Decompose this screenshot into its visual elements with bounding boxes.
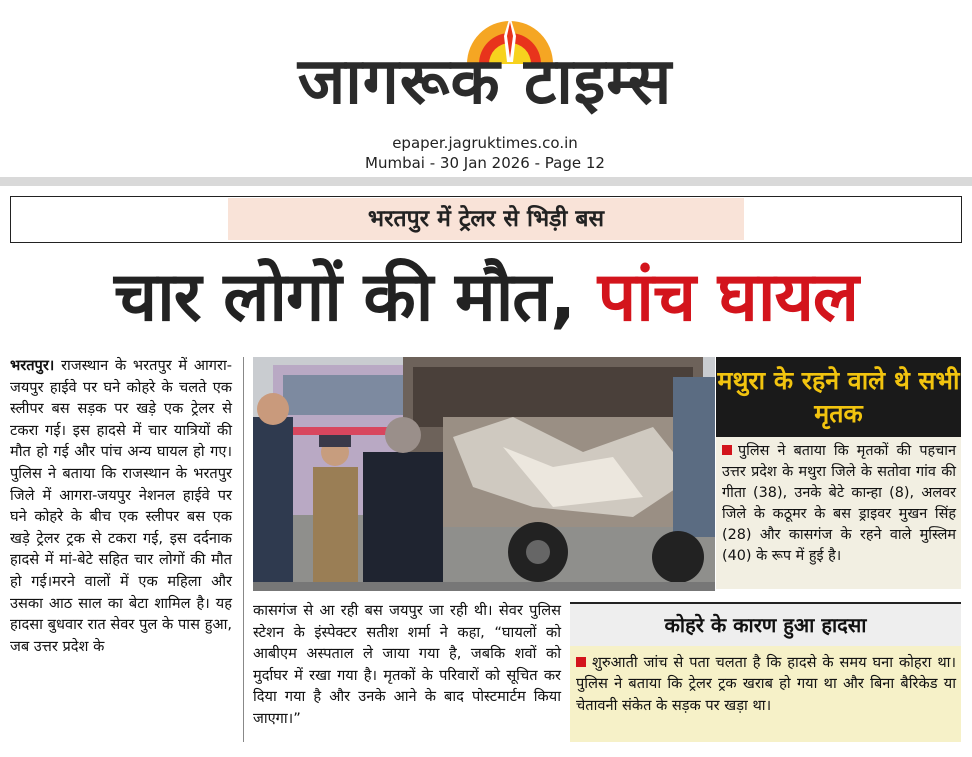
- frame-rule-top: [10, 196, 962, 197]
- body-text-left: राजस्थान के भरतपुर में आगरा-जयपुर हाईवे पर घने कोहरे के चलते एक स्लीपर बस सड़क पर खड़े एक ट्रेलर से टकरा गई। इस हादसे में चार यात्रियों की मौत हो गई और पांच अन्य घायल हो गए। पुलिस ने बताया कि राजस्थान के भरतपुर जिले में आगरा-जयपुर नेशनल हाईवे पर घने कोहरे के बीच एक स्लीपर बस एक खड़े ट्रेलर ट्रक से टकरा गई, इस दर्दनाक हादसे में मां-बेटे सहित चार लोगों की मौत हो गई।मरने वालों में एक महिला और उसका आठ साल का बेटा शामिल है। यह हादसा बुधवार रात सेवर पुल के पास हुआ, जब उत्तर प्रदेश के: [10, 357, 233, 655]
- frame-rule-kicker: [10, 242, 962, 243]
- headline-part-red: पांच घायल: [597, 258, 859, 337]
- dateline: भरतपुर।: [10, 357, 55, 374]
- edition-line: Mumbai - 30 Jan 2026 - Page 12: [365, 154, 605, 172]
- sidebar-text-block: [722, 441, 956, 567]
- edition-info: [300, 133, 670, 173]
- masthead-divider: [0, 177, 972, 186]
- wrecked-bus-photo-illustration: [253, 357, 715, 591]
- frame-rule-right: [961, 196, 962, 243]
- red-square-bullet-icon: [722, 445, 732, 455]
- headline-part-black: चार लोगों की मौत,: [113, 258, 575, 337]
- logo-wordmark: जागरूक टाइम्स: [297, 45, 673, 119]
- sidebar-text: पुलिस ने बताया कि मृतकों की पहचान उत्तर प्रदेश के मथुरा जिले के सतोवा गांव की गीता (38), उनके बेटे कान्हा (8), अलवर जिले के कठूमर के बस ड्राइवर मुखन सिंह (28) और कासगंज के रहने वाले मुस्लिम (40) के रूप में हुई है।: [722, 443, 956, 564]
- frame-rule-left: [10, 196, 11, 243]
- fog-box-title: कोहरे के कारण हुआ हादसा: [570, 602, 961, 646]
- article-body-mid: कासगंज से आ रही बस जयपुर जा रही थी। सेवर पुलिस स्टेशन के इंस्पेक्टर सतीश शर्मा ने कहा, “घायलों को आबीएम अस्पताल ले जाया गया है, जबकि शवों को मुर्दाघर में रखा गया है। मृतकों के परिवारों को सूचित कर दिया गया है और उनके आने के बाद पोस्टमार्टम किया जाएगा।”: [253, 602, 561, 727]
- column-rule: [243, 357, 244, 742]
- article-body-left: [10, 355, 232, 657]
- fog-box-text-block: [576, 652, 956, 716]
- red-square-bullet-icon: [576, 657, 586, 667]
- newspaper-logo: [290, 2, 680, 122]
- masthead: [0, 0, 972, 175]
- sidebar-title: मथुरा के रहने वाले थे सभी मृतक: [716, 357, 961, 437]
- fog-box-text: शुरुआती जांच से पता चलता है कि हादसे के समय घना कोहरा था। पुलिस ने बताया कि ट्रेलर ट्रक खराब हो गया था और बिना बैरिकेड या चेतावनी संकेत के सड़क पर खड़ा था।: [576, 654, 956, 714]
- site-url: epaper.jagruktimes.co.in: [392, 134, 578, 152]
- accident-photo: [253, 357, 715, 591]
- article-kicker: भरतपुर में ट्रेलर से भिड़ी बस: [228, 198, 744, 240]
- article-headline: [8, 258, 964, 338]
